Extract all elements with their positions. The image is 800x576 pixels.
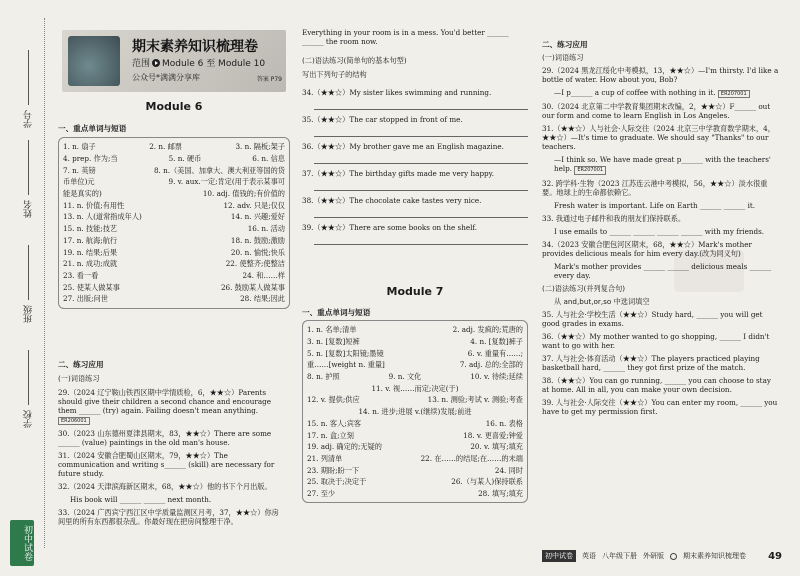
vocab-item: 14. n. 进步;进展 v.(继续)发展;前进: [358, 407, 472, 417]
vocab-row: [307, 336, 523, 348]
vocab-row: [63, 211, 285, 223]
answer-line[interactable]: [314, 235, 528, 245]
vocab-item: 10. adj. 值钱的;有价值的: [202, 189, 285, 199]
col3-sub2b: 从 and,but,or,so 中选词填空: [554, 296, 650, 306]
publisher: 公众号*满满分享库: [132, 73, 200, 82]
vocab-box-6: [58, 137, 290, 309]
vocab-item: 15. n. 客人;宾客: [307, 418, 362, 428]
vocab-item: 16. n. 表格: [485, 418, 523, 428]
vocab-item: 9. n. 文化: [388, 372, 422, 382]
label-name: 姓名: [24, 200, 34, 218]
q32-en: His book will ______ ______ next month.: [70, 495, 212, 505]
q39-c3: 39. 人与社会·人际交往（★★☆）You can enter my room, ______ you have to get my permission first.: [542, 397, 778, 416]
vocab-item: 13. n. 人(道常指成年人): [63, 212, 142, 222]
vocab-item: 19. n. 结果;后果: [63, 247, 118, 257]
vocab-item: 26. 鼓励某人做某事: [220, 282, 285, 292]
q34b-c3: Mark's mother provides ______ ______ delicious meals ______ every day.: [554, 261, 772, 280]
badge: 初中试卷: [10, 520, 34, 566]
vocab-row: [63, 223, 285, 235]
q31-c3: 31.（★★☆）人与社会·人际交往（2024 北京三中学教育数学期末，4，★★☆）—It's time to graduate. We should say "Thanks" to our teachers.: [542, 124, 775, 152]
vocab-row: [307, 347, 523, 359]
q29-c3: 29.（2024 黑龙江绥化中考模拟，13，★★☆）—I'm thirsty. I'd like a bottle of water. How about you, Bob?: [542, 66, 779, 84]
vocab-item: 能是真实的): [63, 189, 102, 199]
cut-line: [44, 18, 45, 548]
vocab-row: [307, 476, 523, 488]
vocab-item: 3. n. [复数]短裤: [307, 337, 360, 347]
q33: 33.（2024 广西宾宁西江区中学质量监测区月考，37，★★☆）你房间里的所有东西都很杂乱。你最好现在把房间整理干净。: [58, 508, 279, 527]
label-number: 学号: [24, 110, 34, 128]
col3-sub1: (一)词语练习: [542, 53, 584, 62]
vocab-row: [307, 359, 523, 371]
vocab-item: 1. n. 扇子: [63, 142, 96, 152]
page-title: 期末素养知识梳理卷: [132, 39, 258, 55]
vocab-item: 27. 至少: [307, 488, 336, 498]
vocab-item: 18. v. 更喜爱;钟爱: [463, 430, 523, 440]
vocab-item: 4. prep. 作为;当: [63, 154, 118, 164]
vocab-row: [307, 418, 523, 430]
vocab-row: [63, 141, 285, 153]
vocab-row: [63, 199, 285, 211]
vocab-item: 重……[weight n. 重量]: [307, 360, 385, 370]
vocab-row: [307, 429, 523, 441]
structure-question: 34.（★★☆）My sister likes swimming and running.: [302, 88, 492, 97]
answer-line[interactable]: [314, 208, 528, 218]
vocab-item: 17. n. 盒;立刻: [307, 430, 354, 440]
q35-c3: 35. 人与社会·学校生活（★★☆）Study hard, ______ you will get good grades in exams.: [542, 309, 763, 328]
vocab-item: 20. n. 愉悦;快乐: [230, 247, 285, 257]
header-banner: [62, 30, 286, 92]
vocab-item: 9. v. aux.一定;肯定(用于表示某事可: [168, 177, 285, 187]
q29b-c3: —I p______ a cup of coffee with nothing in it. ER207001: [542, 88, 780, 98]
bullet-icon: [670, 553, 677, 560]
vocab-item: 币单位)元: [63, 177, 95, 187]
col1-sec2: 二、练习应用: [58, 360, 104, 369]
footer-subject: 英语: [582, 552, 596, 560]
q32: 32.（2024 天津滨海新区期末，68，★★☆）他的书下个月出版。: [58, 482, 272, 492]
vocab-item: 3. n. 隔板;架子: [235, 142, 285, 152]
vocab-item: 21. 列清单: [307, 453, 343, 463]
vocab-row: [307, 371, 523, 383]
q38-c3: 38.（★★☆）You can go running, ______ you can choose to stay at home. All in all, you can make your own decision.: [542, 375, 771, 394]
col3-sec2: 二、练习应用: [542, 40, 588, 49]
q33-c3: 33. 我通过电子邮件和我的朋友们保持联系。: [542, 213, 686, 223]
q37-c3: 37. 人与社会·体育活动（★★☆）The players practiced playing basketball hard, ______ they got first prize of the match.: [542, 353, 760, 372]
vocab-item: 10. v. 待续;延续: [470, 372, 523, 382]
vocab-item: 23. 期盼;盼一下: [307, 465, 360, 475]
q32-c3: 32. 跨学科·生物（2023 江苏连云港中考模拟，56，★★☆）淡水很重要。地球上的生命都依赖它。: [542, 178, 768, 197]
vocab-item: 5. n. 硬币: [168, 154, 202, 164]
vocab-item: 25. 使某人做某事: [63, 282, 120, 292]
footer-doc: 期末素养知识梳理卷: [683, 552, 746, 560]
vocab-item: 17. n. 航海;航行: [63, 235, 118, 245]
module-6-title: Module 6: [145, 100, 203, 113]
answer-line[interactable]: [314, 181, 528, 191]
q36-c3: 36.（★★☆）My mother wanted to go shopping, ______ I didn't want to go with her.: [542, 331, 770, 350]
answer-line[interactable]: [314, 154, 528, 164]
vocab-item: 25. 取决于;决定于: [307, 477, 367, 487]
col1-sub1: (一)词语练习: [58, 374, 100, 383]
header-photo: [68, 36, 120, 86]
vocab-row: [307, 464, 523, 476]
vocab-item: 20. v. 填写;填充: [470, 442, 523, 452]
vocab-item: 12. adv. 只是;仅仅: [223, 200, 285, 210]
q33-en: Everything in your room is in a mess. You'd better ______ ______ the room now.: [302, 28, 509, 46]
vocab-row: [307, 488, 523, 500]
vocab-row: [63, 293, 285, 305]
vocab-item: 8. n.（美国、加拿大、澳大利亚等国的货: [153, 165, 285, 175]
label-school: 学校: [24, 410, 34, 428]
vocab-box-7: [302, 320, 528, 503]
vocab-item: 12. v. 提供;供应: [307, 395, 360, 405]
vocab-item: 15. n. 技能;技艺: [63, 224, 118, 234]
vocab-item: 19. adj. 确定的;无疑的: [307, 442, 382, 452]
vocab-row: [63, 176, 285, 188]
label-class: 班级: [24, 305, 34, 323]
q29: 29.（2024 辽宁鞍山铁西区期中学情质检，6，★★☆）Parents should give their children a second chance and encourage them ______ (try) again. Failing doesn't mean anything. ER206001: [58, 388, 271, 424]
vocab-item: 24. 和……样: [242, 270, 285, 280]
vocab-row: [63, 270, 285, 282]
vocab-item: 28. 结果;因此: [240, 294, 285, 304]
vocab-item: 22. 使整齐;使整洁: [225, 259, 285, 269]
play-icon: [152, 59, 160, 67]
q33b-c3: I use emails to ______ ______ ______ ______ with my friends.: [554, 226, 765, 236]
vocab-item: 23. 看一看: [63, 270, 99, 280]
range: 范围 Module 6 至 Module 10: [132, 59, 266, 69]
vocab-item: 28. 填写;填充: [478, 488, 523, 498]
vocab-row: [307, 324, 523, 336]
answer-ref: 答案 P79: [256, 76, 282, 83]
vocab-row: [307, 394, 523, 406]
vocab-item: 7. n. 英镑: [63, 165, 96, 175]
footer-grade: 八年级下册: [602, 552, 637, 560]
vocab-item: 5. n. [复数]太阳镜;墨镜: [307, 348, 384, 358]
page-number: 49: [768, 550, 782, 562]
vocab-item: 6. n. 信息: [252, 154, 285, 164]
vocab-item: 27. 出版;问世: [63, 294, 108, 304]
vocab-row: [63, 235, 285, 247]
vocab-item: 22. 在……的结尾;在……的末端: [420, 453, 523, 463]
vocab-row: [63, 246, 285, 258]
vocab-item: 26.（与某人)保持联系: [451, 477, 523, 487]
vocab-item: 24. 同时: [494, 465, 523, 475]
vocab-item: 4. n. [复数]裤子: [470, 337, 523, 347]
col3-sub2: (二)语法练习(并列复合句): [542, 283, 626, 293]
vocab-item: 16. n. 活动: [247, 224, 285, 234]
vocab-item: 14. n. 兴趣;爱好: [230, 212, 285, 222]
binding-margin: [0, 0, 55, 576]
footer-brand: 初中试卷: [542, 550, 576, 562]
vocab-row: [307, 406, 523, 418]
vocab-row: [63, 281, 285, 293]
col1-sec1: 一、重点单词与短语: [58, 124, 127, 133]
q30: 30.（2023 山东德州夏津县期末，83，★★☆）There are some ______ (value) paintings in the old man's house.: [58, 429, 272, 448]
answer-line[interactable]: [314, 127, 528, 137]
vocab-item: 18. n. 鼓励;激励: [230, 235, 285, 245]
module-7-title: Module 7: [386, 285, 444, 298]
answer-line[interactable]: [314, 100, 528, 110]
vocab-item: 13. n. 测验;考试 v. 测验;考查: [427, 395, 523, 405]
vocab-row: [307, 441, 523, 453]
q30-c3: 30.（2024 北京第二中学教育集团期末改编，2，★★☆）F______ out our form and come to learn English in Los Angeles.: [542, 102, 771, 121]
structure-question: 35.（★★☆）The car stopped in front of me.: [302, 115, 463, 124]
vocab-row: [307, 453, 523, 465]
vocab-item: 21. n. 成功;成就: [63, 259, 118, 269]
q31: 31.（2024 安徽合肥蜀山区期末，79，★★☆）The communication and writing s______ (skill) are necessary for future study.: [58, 451, 275, 479]
vocab-item: 7. adj. 总的;全部的: [459, 360, 523, 370]
structure-question: 37.（★★☆）The birthday gifts made me very happy.: [302, 169, 495, 178]
vocab-item: 2. adj. 发疯的;荒唐的: [452, 325, 523, 335]
structure-question: 38.（★★☆）The chocolate cake tastes very nice.: [302, 196, 482, 205]
vocab-item: 11. n. 价值;有用性: [63, 200, 125, 210]
vocab-row: [63, 153, 285, 165]
page-footer: [542, 550, 782, 562]
vocab-item: 1. n. 名单;清单: [307, 325, 357, 335]
vocab-row: [63, 188, 285, 200]
structure-question: 39.（★★☆）There are some books on the shelf.: [302, 223, 478, 232]
vocab-row: [307, 382, 523, 394]
col2-sec1: 一、重点单词与短语: [302, 308, 371, 317]
col2-sub2b: 写出下列句子的结构: [302, 70, 367, 79]
vocab-item: 6. v. 重量有……;: [467, 348, 523, 358]
vocab-row: [63, 164, 285, 176]
vocab-item: 8. n. 护照: [307, 372, 340, 382]
col2-sub2: (二)语法练习(简单句的基本句型): [302, 56, 407, 65]
q34-c3: 34.（2023 安徽合肥包河区期末，68，★★☆）Mark's mother provides delicious meals for him every day.(改为同义句): [542, 239, 752, 258]
vocab-item: 2. n. 邮票: [149, 142, 182, 152]
vocab-row: [63, 258, 285, 270]
q32b-c3: Fresh water is important. Life on Earth ______ ______ it.: [554, 200, 756, 210]
structure-question: 36.（★★☆）My brother gave me an English magazine.: [302, 142, 504, 151]
footer-edition: 外研版: [643, 552, 664, 560]
q31b-c3: —I think so. We have made great p______ with the teachers' help. ER207001: [554, 155, 771, 174]
vocab-item: 11. v. 视……而定;决定(于): [371, 383, 459, 393]
